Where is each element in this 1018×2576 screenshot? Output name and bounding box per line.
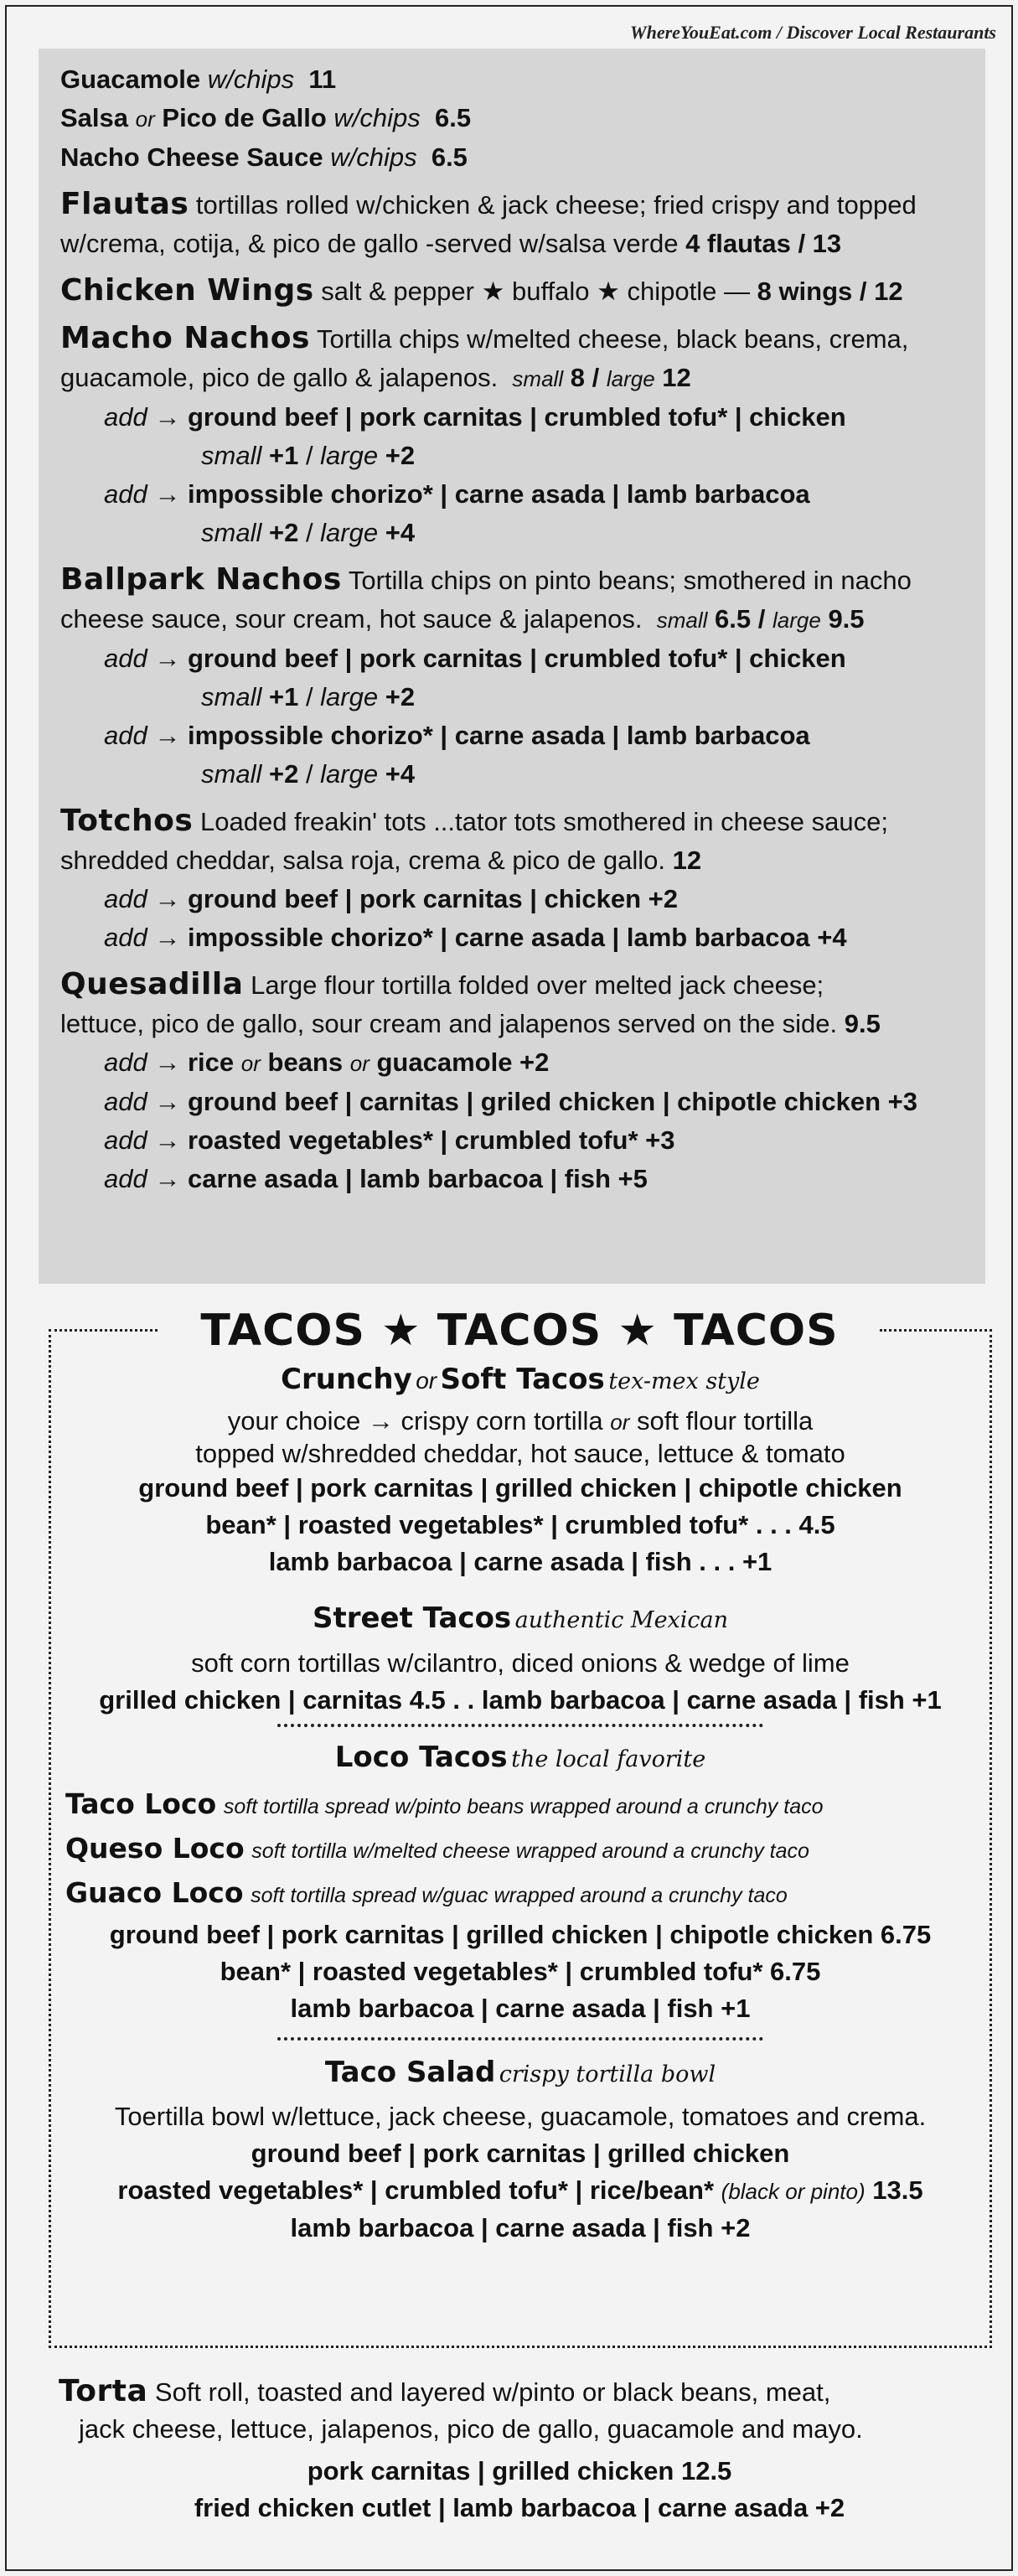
menu-item-ballpark-nachos: Ballpark Nachos Tortilla chips on pinto beans; smothered in nacho cheese sauce, sour cream, hot sauce & jalapenos. small 6.5 / large 9.5 add → ground beef | pork carnitas | crumbled tofu* | chicken small +1 / large +2 add → impossible chorizo* | carne asada | lamb barbacoa small +2 / large +4 bbox=[60, 562, 912, 789]
menu-item-totchos: Totchos Loaded freakin' tots ...tator tots smothered in cheese sauce; shredded cheddar, salsa roja, crema & pico de gallo. 12 add → ground beef | pork carnitas | chicken +2 add → impossible chorizo* | carne asada | lamb barbacoa +4 bbox=[60, 804, 888, 952]
menu-item-quesadilla: Quesadilla Large flour tortilla folded over melted jack cheese; lettuce, pico de gallo, sour cream and jalapenos served on the side. 9.5 add → rice or beans or guacamole +2 add → ground beef | carnitas | griled chicken | chipotle chicken +3 add → roasted vegetables* | crumbled tofu* +3 add → carne asada | lamb barbacoa | fish +5 bbox=[60, 967, 917, 1193]
tacos-border-top-right bbox=[880, 1329, 992, 1332]
menu-item-flautas: Flautas tortillas rolled w/chicken & jack cheese; fried crispy and topped w/crema, cotija, & pico de gallo -served w/salsa verde 4 flautas / 13 bbox=[60, 187, 917, 258]
loco-item: Guaco Loco soft tortilla spread w/guac wrapped around a crunchy taco bbox=[65, 1876, 788, 1909]
tacos-border-top-left bbox=[49, 1329, 158, 1332]
loco-item: Taco Loco soft tortilla spread w/pinto beans wrapped around a crunchy taco bbox=[65, 1787, 824, 1820]
menu-item-chicken-wings: Chicken Wings salt & pepper ★ buffalo ★ chipotle — 8 wings / 12 bbox=[60, 273, 903, 308]
menu-item-street-tacos: Street Tacos authentic Mexican soft corn tortillas w/cilantro, diced onions & wedge of lime grilled chicken | carnitas 4.5 . . lamb barbacoa | carne asada | fish +1 bbox=[99, 1601, 942, 1715]
loco-item: Queso Loco soft tortilla w/melted cheese wrapped around a crunchy taco bbox=[65, 1832, 809, 1865]
tacos-heading: TACOS ★ TACOS ★ TACOS bbox=[200, 1306, 839, 1356]
menu-item-loco-tacos: Loco Tacos the local favorite Taco Loco soft tortilla spread w/pinto beans wrapped around a crunchy taco Queso Loco soft tortilla w/melted cheese wrapped around a crunchy taco Guaco Loco soft tortilla spread w/guac wrapped around a crunchy taco ground beef | pork carnitas | grilled chicken | chipotle chicken 6.75 bean* | roasted vegetables* | crumbled tofu* 6.75 lamb barbacoa | carne asada | fish +1 bbox=[49, 1737, 992, 2027]
menu-item-macho-nachos: Macho Nachos Tortilla chips w/melted cheese, black beans, crema, guacamole, pico de gallo & jalapenos. small 8 / large 12 add → ground beef | pork carnitas | crumbled tofu* | chicken small +1 / large +2 add → impossible chorizo* | carne asada | lamb barbacoa small +2 / large +4 bbox=[60, 321, 909, 547]
site-credit: WhereYouEat.com / Discover Local Restaurants bbox=[630, 22, 996, 43]
section-divider bbox=[277, 1724, 763, 1727]
menu-item-salsa: Salsa or Pico de Gallo w/chips 6.5 bbox=[60, 103, 472, 132]
menu-item-crunchy-soft-tacos: Crunchy or Soft Tacos tex-mex style your choice → crispy corn tortilla or soft flour tortilla topped w/shredded cheddar, hot sauce, lettuce & tomato ground beef | pork carnitas | grilled chicken | chipotle chicken bean* | roasted vegetables* | crumbled tofu* . . . 4.5 lamb barbacoa | carne asada | fish . . . +1 bbox=[138, 1363, 902, 1576]
menu-item-taco-salad: Taco Salad crispy tortilla bowl Toertilla bowl w/lettuce, jack cheese, guacamole, tomatoes and crema. ground beef | pork carnitas | grilled chicken roasted vegetables* | crumbled tofu* | rice/bean* (black or pinto) 13.5 lamb barbacoa | carne asada | fish +2 bbox=[114, 2056, 927, 2242]
appetizers-panel bbox=[39, 49, 985, 1284]
menu-item-nacho-cheese-sauce: Nacho Cheese Sauce w/chips 6.5 bbox=[60, 142, 468, 172]
menu-item-guacamole: Guacamole w/chips 11 bbox=[60, 65, 337, 94]
section-divider bbox=[277, 2037, 763, 2041]
tacos-section bbox=[49, 1359, 992, 2247]
menu-item-torta: Torta Soft roll, toasted and layered w/pinto or black beans, meat, jack cheese, lettuce, jalapenos, pico de gallo, guacamole and mayo. pork carnitas | grilled chicken 12.5 fried chicken cutlet | lamb barbacoa | carne asada +2 bbox=[59, 2374, 863, 2522]
